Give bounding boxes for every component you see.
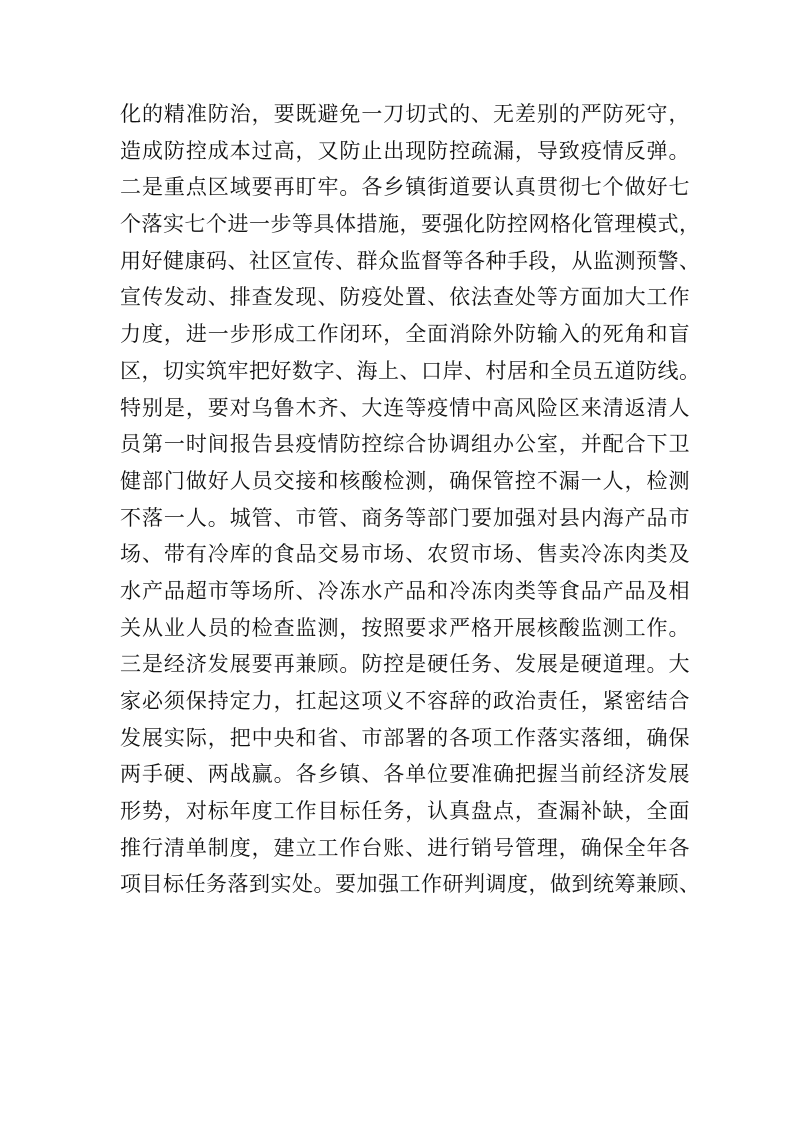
text-line: 家必须保持定力，扛起这项义不容辞的政治责任，紧密结合: [120, 689, 690, 713]
text-line: 三是经济发展要再兼顾。防控是硬任务、发展是硬道理。大: [120, 652, 690, 677]
text-line: 发展实际，把中央和省、市部署的各项工作落实落细，确保: [120, 725, 690, 750]
text-line: 个落实七个进一步等具体措施，要强化防控网格化管理模式，: [120, 212, 701, 237]
text-line: 水产品超市等场所、冷冻水产品和冷冻肉类等食品产品及相: [120, 578, 690, 603]
text-line: 关从业人员的检查监测，按照要求严格开展核酸监测工作。: [120, 615, 690, 640]
text-line: 员第一时间报告县疫情防控综合协调组办公室，并配合下卫: [120, 432, 690, 457]
text-line: 两手硬、两战赢。各乡镇、各单位要准确把握当前经济发展: [120, 762, 690, 787]
text-line: 健部门做好人员交接和核酸检测，确保管控不漏一人，检测: [120, 468, 690, 493]
text-line: 项目标任务落到实处。要加强工作研判调度，做到统筹兼顾、: [120, 872, 701, 897]
text-line: 二是重点区域要再盯牢。各乡镇街道要认真贯彻七个做好七: [120, 175, 690, 200]
text-line: 不落一人。城管、市管、商务等部门要加强对县内海产品市: [120, 505, 690, 530]
text-line: 推行清单制度，建立工作台账、进行销号管理，确保全年各: [120, 835, 690, 860]
text-line: 用好健康码、社区宣传、群众监督等各种手段，从监测预警、: [120, 248, 701, 273]
text-line: 力度，进一步形成工作闭环，全面消除外防输入的死角和盲: [120, 322, 690, 347]
body-text: [120, 96, 701, 903]
text-line: 特别是，要对乌鲁木齐、大连等疫情中高风险区来清返清人: [120, 395, 690, 420]
text-line: 场、带有冷库的食品交易市场、农贸市场、售卖冷冻肉类及: [120, 542, 690, 567]
text-line: 造成防控成本过高，又防止出现防控疏漏，导致疫情反弹。: [120, 138, 690, 163]
text-line: 宣传发动、排查发现、防疫处置、依法查处等方面加大工作: [120, 285, 690, 310]
text-line: 化的精准防治，要既避免一刀切式的、无差别的严防死守，: [120, 102, 690, 126]
text-line: 区，切实筑牢把好数字、海上、口岸、村居和全员五道防线。: [120, 358, 701, 383]
text-line: 形势，对标年度工作目标任务，认真盘点，查漏补缺，全面: [120, 799, 690, 824]
